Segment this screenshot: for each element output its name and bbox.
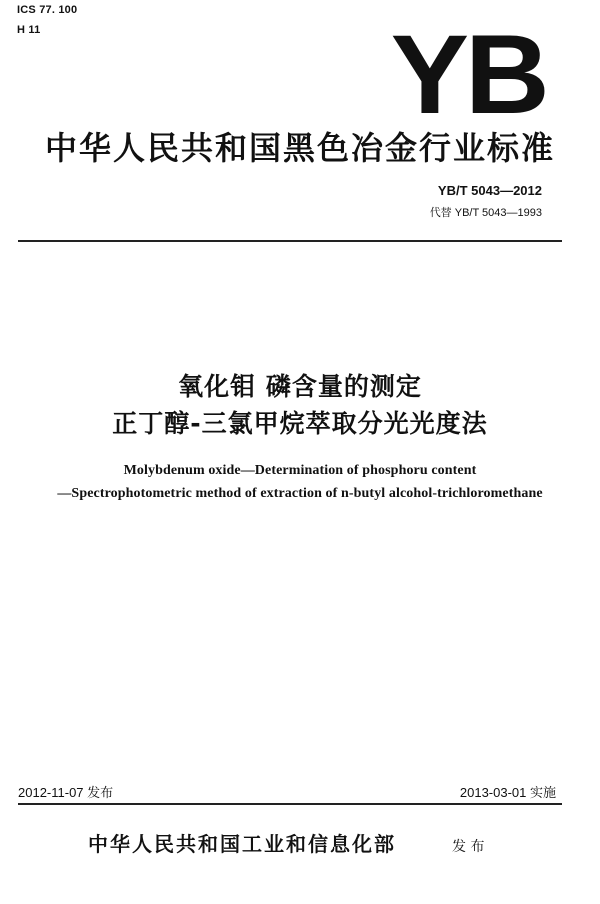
classification-code: H 11 xyxy=(17,24,41,36)
chinese-title-line-2: 正丁醇-三氯甲烷萃取分光光度法 xyxy=(112,409,488,438)
english-title-line-2: —Spectrophotometric method of extraction of n-butyl alcohol-trichloromethane xyxy=(57,486,543,501)
issuing-ministry: 中华人民共和国工业和信息化部 xyxy=(88,832,396,856)
bottom-divider xyxy=(18,803,562,805)
industry-standard-heading: 中华人民共和国黑色冶金行业标准 xyxy=(44,129,555,167)
chinese-title-line-1: 氧化钼 磷含量的测定 xyxy=(178,372,422,401)
implementation-date: 2013-03-01 实施 xyxy=(459,785,556,800)
logo-text: YB xyxy=(391,12,546,137)
issued-label: 发 布 xyxy=(452,839,485,855)
english-title-line-1: Molybdenum oxide—Determination of phosphoru content xyxy=(123,463,477,478)
yb-logo xyxy=(391,12,546,137)
replaces-standard: 代替 YB/T 5043—1993 xyxy=(429,207,542,219)
publish-date: 2012-11-07 发布 xyxy=(18,785,114,800)
top-divider xyxy=(18,240,562,242)
standard-number: YB/T 5043—2012 xyxy=(437,183,542,198)
ics-code: ICS 77. 100 xyxy=(17,4,78,16)
